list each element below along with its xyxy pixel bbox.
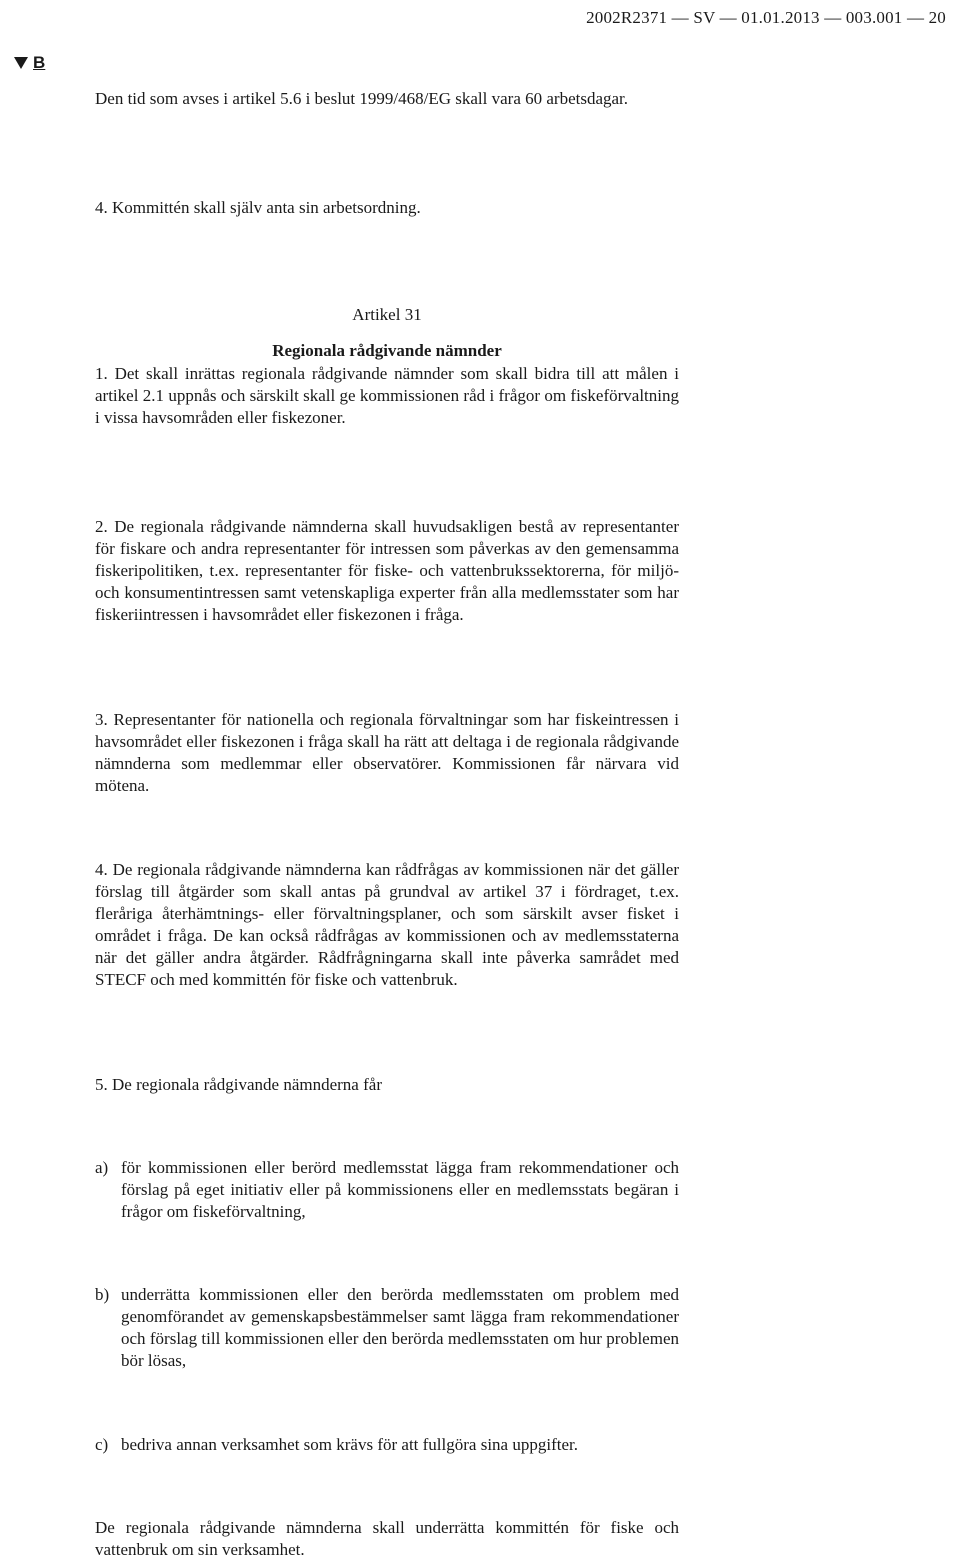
list-item-a-text: för kommissionen eller berörd medlemsstat lägga fram rekommendationer och förslag på eget initiativ eller på kommissionens eller en medlemsstats begäran i frågor om fiskeförvaltning,: [121, 1158, 679, 1221]
list-item-a-label: a): [95, 1158, 109, 1177]
intro-paragraph: Den tid som avses i artikel 5.6 i beslut 1999/468/EG skall vara 60 arbetsdagar.: [95, 89, 629, 108]
list-item-a: [95, 1157, 679, 1223]
section-3: 3. Representanter för nationella och regionala förvaltningar som har fiskeintressen i havsområdet eller fiskezonen i fråga skall ha rätt att deltaga i de regionala rådgivande nämnderna som medlemmar eller observatörer. Kommissionen får närvara vid mötena.: [95, 710, 679, 795]
section-2: 2. De regionala rådgivande nämnderna skall huvudsakligen bestå av representanter för fiskare och andra representanter för intressen som påverkas av den gemensamma fiskeripolitiken, t.ex. representanter för fiske- och vattenbrukssektorerna, för miljö- och konsumentintressen samt vetenskapliga experter från alla medlemsstater som har fiskeriintressen i havsområdet eller fiskezonen i fråga.: [95, 517, 679, 624]
list-item-c-text: bedriva annan verksamhet som krävs för att fullgöra sina uppgifter.: [121, 1435, 578, 1454]
list-item-b-label: b): [95, 1285, 110, 1304]
amendment-marker-letter: B: [33, 53, 46, 72]
list-item-b-text: underrätta kommissionen eller den berörda medlemsstaten om problem med genomförandet av gemenskapsbestämmelser samt lägga fram rekommendationer och förslag till kommissionen eller den berörda medlemsstaten om hur problemen bör lösas,: [121, 1285, 679, 1370]
section-1: 1. Det skall inrättas regionala rådgivande nämnder som skall bidra till att målen i artikel 2.1 uppnås och särskilt skall ge kommissionen råd i frågor om fiskeförvaltning i vissa havsområden eller fiskezoner.: [95, 364, 679, 427]
list-item-b: [95, 1284, 679, 1372]
list-item-c-label: c): [95, 1435, 109, 1454]
list-item-c: [95, 1434, 679, 1456]
section-4: 4. De regionala rådgivande nämnderna kan rådfrågas av kommissionen när det gäller förslag till åtgärder som skall antas på grundval av artikel 37 i fördraget, t.ex. fleråriga återhämtnings- eller förvaltningsplaner, och som särskilt avser fisket i området i fråga. De kan också rådfrågas av kommissionen och av medlemsstaterna när det gäller andra åtgärder. Rådfrågningarna skall inte påverka samrådet med STECF och med kommittén för fiske och vattenbruk.: [95, 860, 679, 989]
triangle-down-icon: [14, 57, 28, 69]
section-5: 5. De regionala rådgivande nämnderna får: [95, 1075, 382, 1094]
closing-paragraph: De regionala rådgivande nämnderna skall underrätta kommittén för fiske och vattenbruk om sin verksamhet.: [95, 1518, 679, 1559]
amendment-marker: [14, 52, 45, 74]
article-title: Regionala rådgivande nämnder: [272, 341, 502, 360]
article-number: Artikel 31: [352, 305, 422, 324]
document-reference-header: 2002R2371 — SV — 01.01.2013 — 003.001 — 20: [586, 8, 946, 27]
paragraph-4-rules: 4. Kommittén skall själv anta sin arbetsordning.: [95, 198, 421, 217]
